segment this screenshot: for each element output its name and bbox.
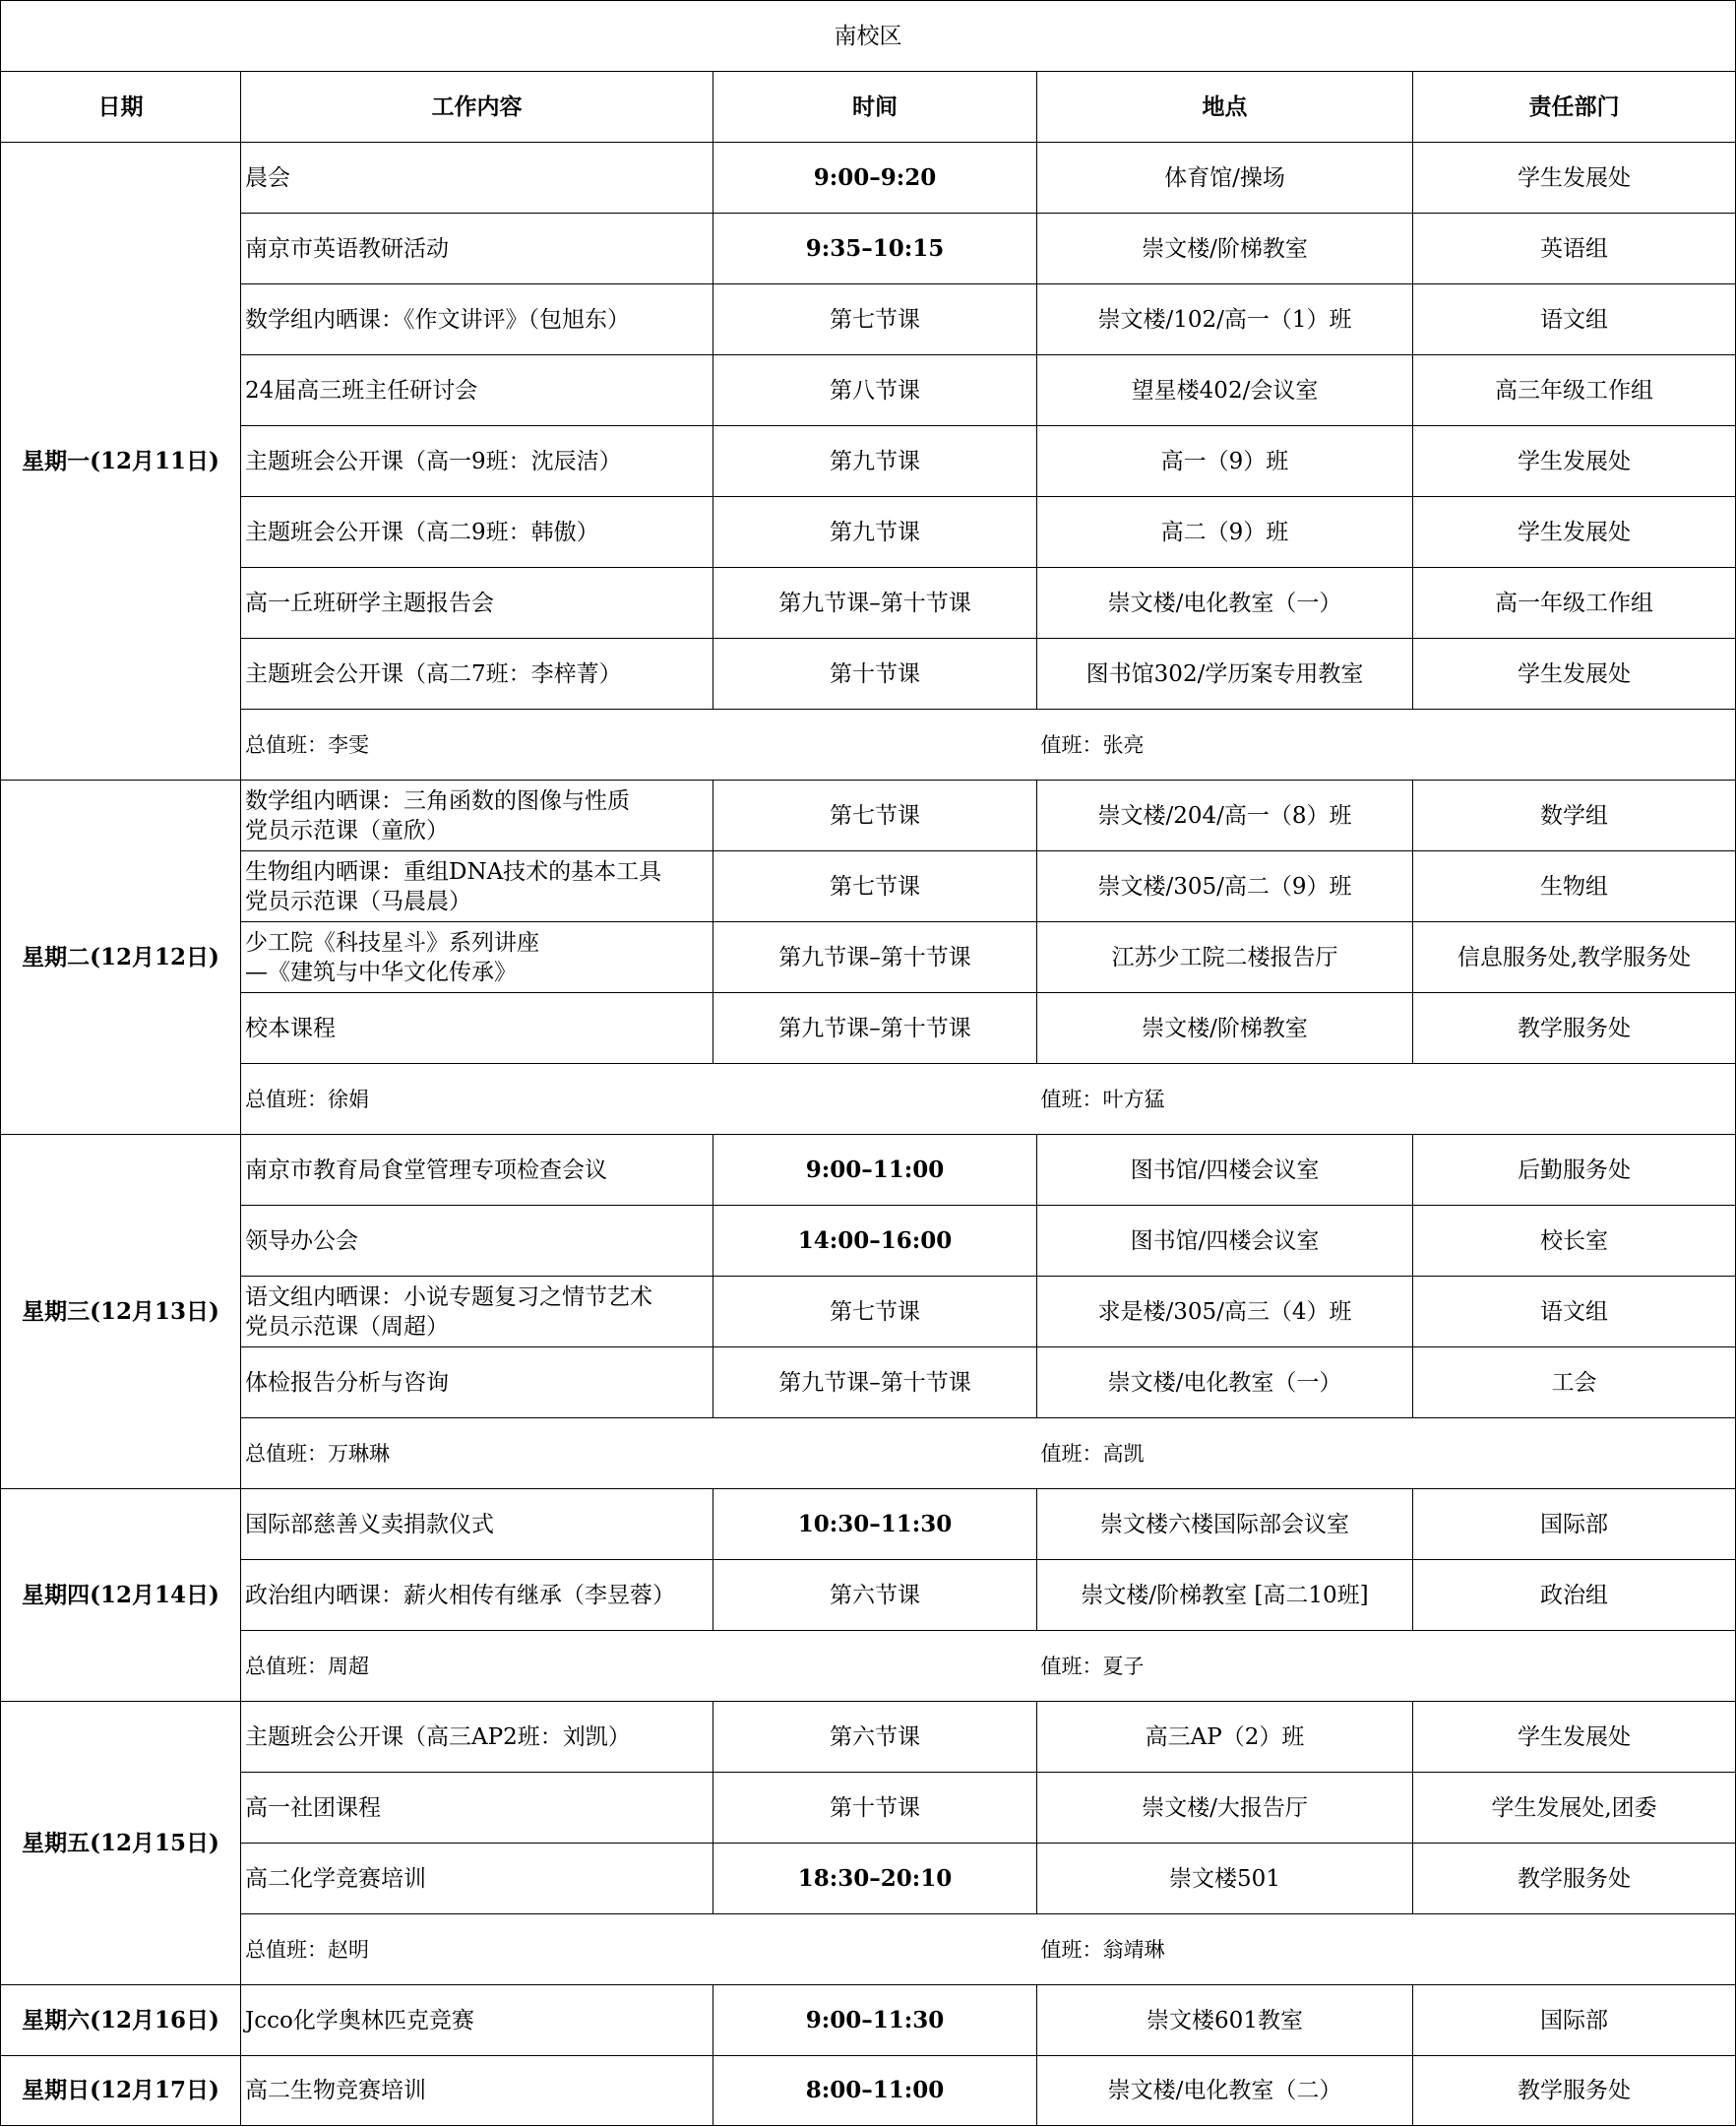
work-place: 崇文楼/阶梯教室 [高二10班] bbox=[1037, 1560, 1413, 1631]
table-row bbox=[1, 426, 1736, 497]
work-content: 主题班会公开课（高三AP2班：刘凯） bbox=[241, 1702, 713, 1773]
campus-title: 南校区 bbox=[1, 1, 1736, 72]
work-content: 晨会 bbox=[241, 143, 713, 214]
work-place: 崇文楼/电化教室（一） bbox=[1037, 1347, 1413, 1418]
work-place: 崇文楼/阶梯教室 bbox=[1037, 214, 1413, 284]
table-row bbox=[1, 1702, 1736, 1773]
duty-chief: 总值班：万琳琳 bbox=[241, 1418, 1037, 1489]
work-dept: 国际部 bbox=[1413, 1985, 1736, 2056]
table-row bbox=[1, 1489, 1736, 1560]
work-content: 校本课程 bbox=[241, 993, 713, 1064]
work-dept: 学生发展处 bbox=[1413, 639, 1736, 710]
table-row bbox=[1, 993, 1736, 1064]
work-content: 政治组内晒课：薪火相传有继承（李昱蓉） bbox=[241, 1560, 713, 1631]
work-time: 第七节课 bbox=[713, 781, 1037, 851]
work-content: 高一社团课程 bbox=[241, 1773, 713, 1844]
work-time: 第六节课 bbox=[713, 1560, 1037, 1631]
work-time: 第九节课 bbox=[713, 497, 1037, 568]
work-time: 9:00–11:30 bbox=[713, 1985, 1037, 2056]
day-date: 星期日(12月17日) bbox=[1, 2056, 241, 2126]
work-content: 国际部慈善义卖捐款仪式 bbox=[241, 1489, 713, 1560]
work-content bbox=[241, 781, 713, 851]
work-time: 9:00–11:00 bbox=[713, 1135, 1037, 1206]
work-dept: 信息服务处,教学服务处 bbox=[1413, 922, 1736, 993]
work-content-line1: 语文组内晒课：小说专题复习之情节艺术 bbox=[245, 1283, 652, 1310]
day-date: 星期六(12月16日) bbox=[1, 1985, 241, 2056]
table-row bbox=[1, 214, 1736, 284]
duty-row bbox=[1, 1064, 1736, 1135]
work-place: 崇文楼/电化教室（一） bbox=[1037, 568, 1413, 639]
table-row bbox=[1, 1347, 1736, 1418]
duty-row bbox=[1, 710, 1736, 781]
work-dept: 语文组 bbox=[1413, 284, 1736, 355]
duty-row bbox=[1, 1914, 1736, 1985]
work-dept: 教学服务处 bbox=[1413, 993, 1736, 1064]
work-content: 体检报告分析与咨询 bbox=[241, 1347, 713, 1418]
work-content: 高一丘班研学主题报告会 bbox=[241, 568, 713, 639]
table-row bbox=[1, 1135, 1736, 1206]
duty-chief: 总值班：周超 bbox=[241, 1631, 1037, 1702]
work-place: 崇文楼/204/高一（8）班 bbox=[1037, 781, 1413, 851]
table-row bbox=[1, 568, 1736, 639]
work-place: 图书馆/四楼会议室 bbox=[1037, 1135, 1413, 1206]
work-place: 崇文楼/大报告厅 bbox=[1037, 1773, 1413, 1844]
work-dept: 学生发展处 bbox=[1413, 1702, 1736, 1773]
table-row bbox=[1, 1844, 1736, 1914]
work-content: Jcco化学奥林匹克竞赛 bbox=[241, 1985, 713, 2056]
table-row bbox=[1, 781, 1736, 851]
work-place: 崇文楼/305/高二（9）班 bbox=[1037, 851, 1413, 922]
work-time: 第六节课 bbox=[713, 1702, 1037, 1773]
work-content-line2: 党员示范课（马晨晨） bbox=[245, 888, 471, 914]
work-place: 高一（9）班 bbox=[1037, 426, 1413, 497]
header-content: 工作内容 bbox=[241, 72, 713, 143]
day-date: 星期二(12月12日) bbox=[1, 781, 241, 1135]
header-time: 时间 bbox=[713, 72, 1037, 143]
duty-staff: 值班：翁靖琳 bbox=[1037, 1914, 1736, 1985]
work-time: 8:00–11:00 bbox=[713, 2056, 1037, 2126]
work-content: 南京市教育局食堂管理专项检查会议 bbox=[241, 1135, 713, 1206]
table-row bbox=[1, 355, 1736, 426]
work-time: 第九节课–第十节课 bbox=[713, 1347, 1037, 1418]
work-dept: 教学服务处 bbox=[1413, 1844, 1736, 1914]
work-content-line1: 数学组内晒课：三角函数的图像与性质 bbox=[245, 787, 630, 814]
work-content: 主题班会公开课（高二7班：李梓菁） bbox=[241, 639, 713, 710]
work-content-line2: 党员示范课（周超） bbox=[245, 1313, 449, 1340]
work-dept: 数学组 bbox=[1413, 781, 1736, 851]
work-time: 第九节课–第十节课 bbox=[713, 568, 1037, 639]
work-place: 望星楼402/会议室 bbox=[1037, 355, 1413, 426]
work-dept: 学生发展处 bbox=[1413, 143, 1736, 214]
work-content: 24届高三班主任研讨会 bbox=[241, 355, 713, 426]
work-time: 14:00–16:00 bbox=[713, 1206, 1037, 1277]
table-row bbox=[1, 1773, 1736, 1844]
work-dept: 后勤服务处 bbox=[1413, 1135, 1736, 1206]
work-place: 江苏少工院二楼报告厅 bbox=[1037, 922, 1413, 993]
work-place: 高三AP（2）班 bbox=[1037, 1702, 1413, 1773]
table-row bbox=[1, 922, 1736, 993]
work-place: 崇文楼/电化教室（二） bbox=[1037, 2056, 1413, 2126]
duty-row bbox=[1, 1631, 1736, 1702]
work-time: 第九节课–第十节课 bbox=[713, 922, 1037, 993]
table-row bbox=[1, 1206, 1736, 1277]
work-content-line2: 党员示范课（童欣） bbox=[245, 817, 449, 844]
work-dept: 英语组 bbox=[1413, 214, 1736, 284]
work-content: 主题班会公开课（高二9班：韩傲） bbox=[241, 497, 713, 568]
work-place: 崇文楼/阶梯教室 bbox=[1037, 993, 1413, 1064]
work-time: 第七节课 bbox=[713, 1277, 1037, 1347]
work-time: 9:00–9:20 bbox=[713, 143, 1037, 214]
table-row bbox=[1, 143, 1736, 214]
header-date: 日期 bbox=[1, 72, 241, 143]
work-time: 第十节课 bbox=[713, 639, 1037, 710]
work-content: 高二生物竞赛培训 bbox=[241, 2056, 713, 2126]
work-dept: 高三年级工作组 bbox=[1413, 355, 1736, 426]
table-row bbox=[1, 851, 1736, 922]
work-content bbox=[241, 851, 713, 922]
day-date: 星期四(12月14日) bbox=[1, 1489, 241, 1702]
work-time: 9:35–10:15 bbox=[713, 214, 1037, 284]
work-place: 体育馆/操场 bbox=[1037, 143, 1413, 214]
work-place: 崇文楼/102/高一（1）班 bbox=[1037, 284, 1413, 355]
table-row bbox=[1, 1985, 1736, 2056]
duty-staff: 值班：高凯 bbox=[1037, 1418, 1736, 1489]
work-dept: 高一年级工作组 bbox=[1413, 568, 1736, 639]
header-place: 地点 bbox=[1037, 72, 1413, 143]
table-row bbox=[1, 1560, 1736, 1631]
day-date: 星期五(12月15日) bbox=[1, 1702, 241, 1985]
table-row bbox=[1, 497, 1736, 568]
campus-row bbox=[1, 1, 1736, 72]
work-place: 崇文楼六楼国际部会议室 bbox=[1037, 1489, 1413, 1560]
day-date: 星期三(12月13日) bbox=[1, 1135, 241, 1489]
work-time: 第七节课 bbox=[713, 284, 1037, 355]
work-dept: 教学服务处 bbox=[1413, 2056, 1736, 2126]
table-row bbox=[1, 284, 1736, 355]
day-date: 星期一(12月11日) bbox=[1, 143, 241, 781]
work-content: 南京市英语教研活动 bbox=[241, 214, 713, 284]
work-content-line2: —《建筑与中华文化传承》 bbox=[245, 959, 517, 985]
work-time: 第七节课 bbox=[713, 851, 1037, 922]
work-place: 高二（9）班 bbox=[1037, 497, 1413, 568]
work-content: 高二化学竞赛培训 bbox=[241, 1844, 713, 1914]
table-row bbox=[1, 639, 1736, 710]
work-dept: 学生发展处 bbox=[1413, 497, 1736, 568]
work-content-line1: 少工院《科技星斗》系列讲座 bbox=[245, 929, 539, 956]
work-dept: 政治组 bbox=[1413, 1560, 1736, 1631]
duty-staff: 值班：叶方猛 bbox=[1037, 1064, 1736, 1135]
duty-chief: 总值班：赵明 bbox=[241, 1914, 1037, 1985]
work-dept: 学生发展处 bbox=[1413, 426, 1736, 497]
header-dept: 责任部门 bbox=[1413, 72, 1736, 143]
work-dept: 工会 bbox=[1413, 1347, 1736, 1418]
duty-staff: 值班：夏子 bbox=[1037, 1631, 1736, 1702]
work-content bbox=[241, 1277, 713, 1347]
table-row bbox=[1, 1277, 1736, 1347]
work-time: 18:30–20:10 bbox=[713, 1844, 1037, 1914]
work-time: 第九节课–第十节课 bbox=[713, 993, 1037, 1064]
work-place: 图书馆/四楼会议室 bbox=[1037, 1206, 1413, 1277]
work-place: 崇文楼601教室 bbox=[1037, 1985, 1413, 2056]
work-dept: 学生发展处,团委 bbox=[1413, 1773, 1736, 1844]
duty-chief: 总值班：李雯 bbox=[241, 710, 1037, 781]
work-time: 第九节课 bbox=[713, 426, 1037, 497]
work-content bbox=[241, 922, 713, 993]
work-dept: 校长室 bbox=[1413, 1206, 1736, 1277]
duty-row bbox=[1, 1418, 1736, 1489]
work-place: 求是楼/305/高三（4）班 bbox=[1037, 1277, 1413, 1347]
work-content: 领导办公会 bbox=[241, 1206, 713, 1277]
work-dept: 生物组 bbox=[1413, 851, 1736, 922]
work-place: 图书馆302/学历案专用教室 bbox=[1037, 639, 1413, 710]
duty-chief: 总值班：徐娟 bbox=[241, 1064, 1037, 1135]
header-row bbox=[1, 72, 1736, 143]
work-content: 数学组内晒课：《作文讲评》（包旭东） bbox=[241, 284, 713, 355]
work-time: 10:30–11:30 bbox=[713, 1489, 1037, 1560]
table-row bbox=[1, 2056, 1736, 2126]
work-place: 崇文楼501 bbox=[1037, 1844, 1413, 1914]
work-content: 主题班会公开课（高一9班：沈辰洁） bbox=[241, 426, 713, 497]
work-time: 第八节课 bbox=[713, 355, 1037, 426]
work-dept: 语文组 bbox=[1413, 1277, 1736, 1347]
work-dept: 国际部 bbox=[1413, 1489, 1736, 1560]
duty-staff: 值班：张亮 bbox=[1037, 710, 1736, 781]
work-time: 第十节课 bbox=[713, 1773, 1037, 1844]
work-content-line1: 生物组内晒课：重组DNA技术的基本工具 bbox=[245, 858, 662, 885]
